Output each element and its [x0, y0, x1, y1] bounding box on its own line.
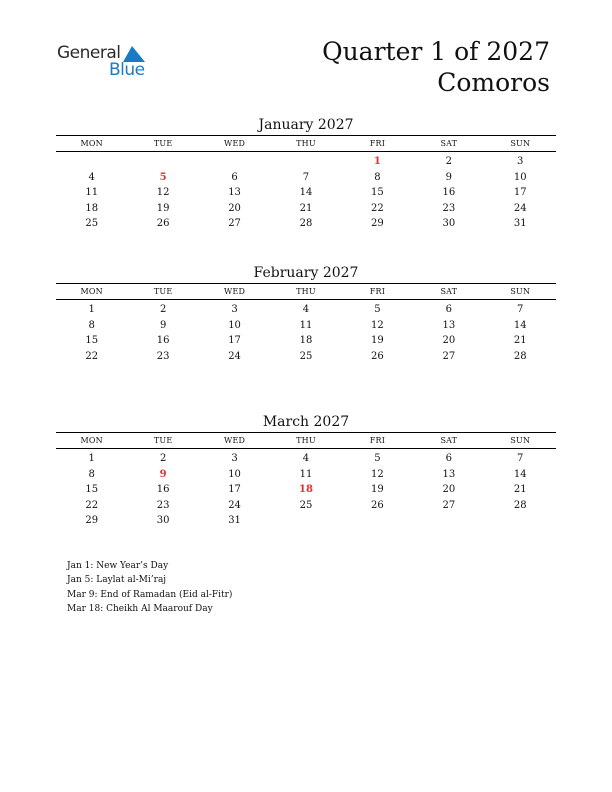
- week-row: [56, 349, 556, 365]
- week-row: [56, 513, 556, 529]
- weekday-label: SAT: [440, 287, 458, 296]
- day-cell: 20: [442, 484, 456, 496]
- holiday-note: Jan 1: New Year’s Day: [67, 561, 169, 571]
- day-cell: 10: [513, 171, 527, 183]
- day-cell: 3: [231, 304, 238, 315]
- empty-day-cell: [413, 513, 484, 529]
- day-cell: 4: [302, 304, 310, 315]
- page-title: [322, 36, 550, 98]
- country-name: Comoros: [437, 68, 550, 97]
- weekday-label: THU: [296, 436, 316, 445]
- day-cell: 7: [302, 171, 310, 183]
- day-cell: 4: [302, 453, 310, 464]
- day-cell: 15: [85, 335, 99, 347]
- day-cell: 26: [371, 499, 384, 511]
- month-name: January 2027: [258, 117, 354, 133]
- day-cell: 9: [159, 319, 167, 331]
- holiday-note: Mar 18: Cheikh Al Maarouf Day: [67, 603, 213, 614]
- weekday-label: TUE: [153, 436, 173, 445]
- day-cell: 8: [88, 468, 95, 480]
- weekday-header-row: [56, 433, 556, 449]
- weekday-label: FRI: [369, 436, 386, 445]
- week-row: [56, 451, 556, 467]
- day-cell: 17: [228, 484, 241, 496]
- day-cell: 27: [442, 350, 456, 362]
- day-cell: 4: [88, 171, 95, 183]
- day-cell: 28: [513, 499, 527, 511]
- weekday-header-row: [56, 136, 556, 152]
- empty-day-cell: [270, 513, 341, 529]
- day-cell: 11: [299, 319, 313, 331]
- weekday-label: THU: [296, 139, 316, 148]
- day-cell: 13: [442, 319, 456, 331]
- day-cell: 7: [517, 304, 524, 315]
- month-name: March 2027: [262, 414, 350, 430]
- day-cell: 19: [156, 202, 170, 214]
- weekday-label: MON: [80, 287, 103, 296]
- day-cell: 22: [85, 350, 99, 362]
- week-row: [56, 498, 556, 514]
- day-cell: 21: [513, 335, 527, 347]
- day-cell: 23: [442, 202, 456, 214]
- day-cell: 9: [445, 171, 452, 183]
- day-cell: 13: [228, 187, 241, 199]
- day-cell: 27: [228, 218, 241, 230]
- day-cell: 25: [85, 218, 99, 230]
- holiday-day-cell: 1: [373, 156, 381, 167]
- day-cell: 24: [228, 499, 241, 511]
- day-cell: 3: [231, 453, 238, 464]
- day-cell: 14: [513, 468, 527, 480]
- calendar-grid: [56, 432, 556, 529]
- weekday-label: SUN: [510, 139, 531, 148]
- weekday-label: THU: [296, 287, 316, 296]
- week-row: [56, 482, 556, 498]
- week-row: [56, 467, 556, 483]
- empty-day-cell: [342, 513, 413, 529]
- calendar-grid: [56, 283, 556, 364]
- day-cell: 12: [371, 468, 384, 480]
- day-cell: 24: [513, 202, 527, 214]
- day-cell: 2: [159, 304, 167, 315]
- holiday-day-cell: 5: [159, 171, 167, 183]
- month-january: [56, 115, 556, 232]
- weekday-label: WED: [224, 436, 246, 445]
- holiday-notes: [67, 559, 232, 616]
- quarter-title: Quarter 1 of 2027: [322, 37, 550, 66]
- logo-text-general: General: [57, 43, 121, 63]
- day-cell: 7: [517, 453, 524, 464]
- month-name: February 2027: [253, 265, 359, 281]
- day-cell: 31: [228, 515, 241, 527]
- day-cell: 21: [513, 484, 527, 496]
- day-cell: 30: [156, 515, 170, 527]
- day-cell: 15: [85, 484, 99, 496]
- day-cell: 8: [88, 319, 95, 331]
- day-cell: 12: [156, 187, 170, 199]
- day-cell: 10: [228, 319, 241, 331]
- weekday-label: SAT: [440, 436, 458, 445]
- day-cell: 17: [228, 335, 241, 347]
- day-cell: 29: [371, 218, 384, 230]
- day-cell: 6: [231, 171, 238, 183]
- weekday-label: FRI: [369, 287, 386, 296]
- day-cell: 18: [299, 335, 313, 347]
- day-cell: 28: [513, 350, 527, 362]
- day-cell: 26: [156, 218, 170, 230]
- day-cell: 16: [156, 335, 170, 347]
- week-row: [56, 185, 556, 201]
- holiday-day-cell: 9: [159, 468, 167, 480]
- day-cell: 2: [445, 156, 452, 167]
- weekday-label: SUN: [510, 436, 531, 445]
- day-cell: 17: [513, 187, 527, 199]
- weekday-label: TUE: [153, 139, 173, 148]
- day-cell: 16: [156, 484, 170, 496]
- holiday-day-cell: 18: [299, 484, 313, 496]
- holiday-note: Jan 5: Laylat al-Mi’raj: [67, 575, 167, 586]
- empty-day-cell: [485, 513, 556, 529]
- day-cell: 18: [85, 202, 99, 214]
- empty-day-cell: [199, 154, 270, 170]
- day-cell: 1: [88, 453, 95, 464]
- day-cell: 31: [513, 218, 527, 230]
- month-march: [56, 412, 556, 529]
- week-row: [56, 333, 556, 349]
- day-cell: 13: [442, 468, 456, 480]
- day-cell: 27: [442, 499, 456, 511]
- day-cell: 12: [371, 319, 384, 331]
- logo: [57, 43, 167, 83]
- week-row: [56, 201, 556, 217]
- day-cell: 23: [156, 350, 170, 362]
- week-row: [56, 216, 556, 232]
- day-cell: 2: [159, 453, 167, 464]
- day-cell: 8: [374, 171, 381, 183]
- empty-day-cell: [127, 154, 198, 170]
- day-cell: 6: [445, 453, 452, 464]
- day-cell: 22: [371, 202, 384, 214]
- day-cell: 5: [374, 453, 381, 464]
- day-cell: 3: [517, 156, 524, 167]
- day-cell: 14: [513, 319, 527, 331]
- calendar-grid: [56, 135, 556, 232]
- weekday-label: SUN: [510, 287, 531, 296]
- logo-text-blue: Blue: [109, 60, 145, 80]
- day-cell: 15: [371, 187, 384, 199]
- day-cell: 14: [299, 187, 313, 199]
- day-cell: 24: [228, 350, 241, 362]
- day-cell: 30: [442, 218, 456, 230]
- day-cell: 21: [299, 202, 313, 214]
- week-row: [56, 154, 556, 170]
- weekday-label: MON: [80, 436, 103, 445]
- weekday-header-row: [56, 284, 556, 300]
- day-cell: 11: [299, 468, 313, 480]
- empty-day-cell: [270, 154, 341, 170]
- empty-day-cell: [56, 154, 127, 170]
- holiday-note: Mar 9: End of Ramadan (Eid al-Fitr): [67, 589, 233, 600]
- day-cell: 16: [442, 187, 456, 199]
- day-cell: 25: [299, 350, 313, 362]
- day-cell: 5: [374, 304, 381, 315]
- weekday-label: SAT: [440, 139, 458, 148]
- week-row: [56, 318, 556, 334]
- day-cell: 23: [156, 499, 170, 511]
- day-cell: 20: [228, 202, 241, 214]
- week-row: [56, 302, 556, 318]
- weekday-label: MON: [80, 139, 103, 148]
- day-cell: 22: [85, 499, 99, 511]
- weekday-label: WED: [224, 287, 246, 296]
- day-cell: 6: [445, 304, 452, 315]
- day-cell: 25: [299, 499, 313, 511]
- month-february: [56, 263, 556, 364]
- day-cell: 19: [371, 335, 384, 347]
- weekday-label: WED: [224, 139, 246, 148]
- day-cell: 26: [371, 350, 384, 362]
- day-cell: 29: [85, 515, 99, 527]
- weekday-label: TUE: [153, 287, 173, 296]
- day-cell: 19: [371, 484, 384, 496]
- day-cell: 11: [85, 187, 99, 199]
- day-cell: 10: [228, 468, 241, 480]
- day-cell: 28: [299, 218, 313, 230]
- day-cell: 1: [88, 304, 95, 315]
- weekday-label: FRI: [369, 139, 386, 148]
- day-cell: 20: [442, 335, 456, 347]
- week-row: [56, 170, 556, 186]
